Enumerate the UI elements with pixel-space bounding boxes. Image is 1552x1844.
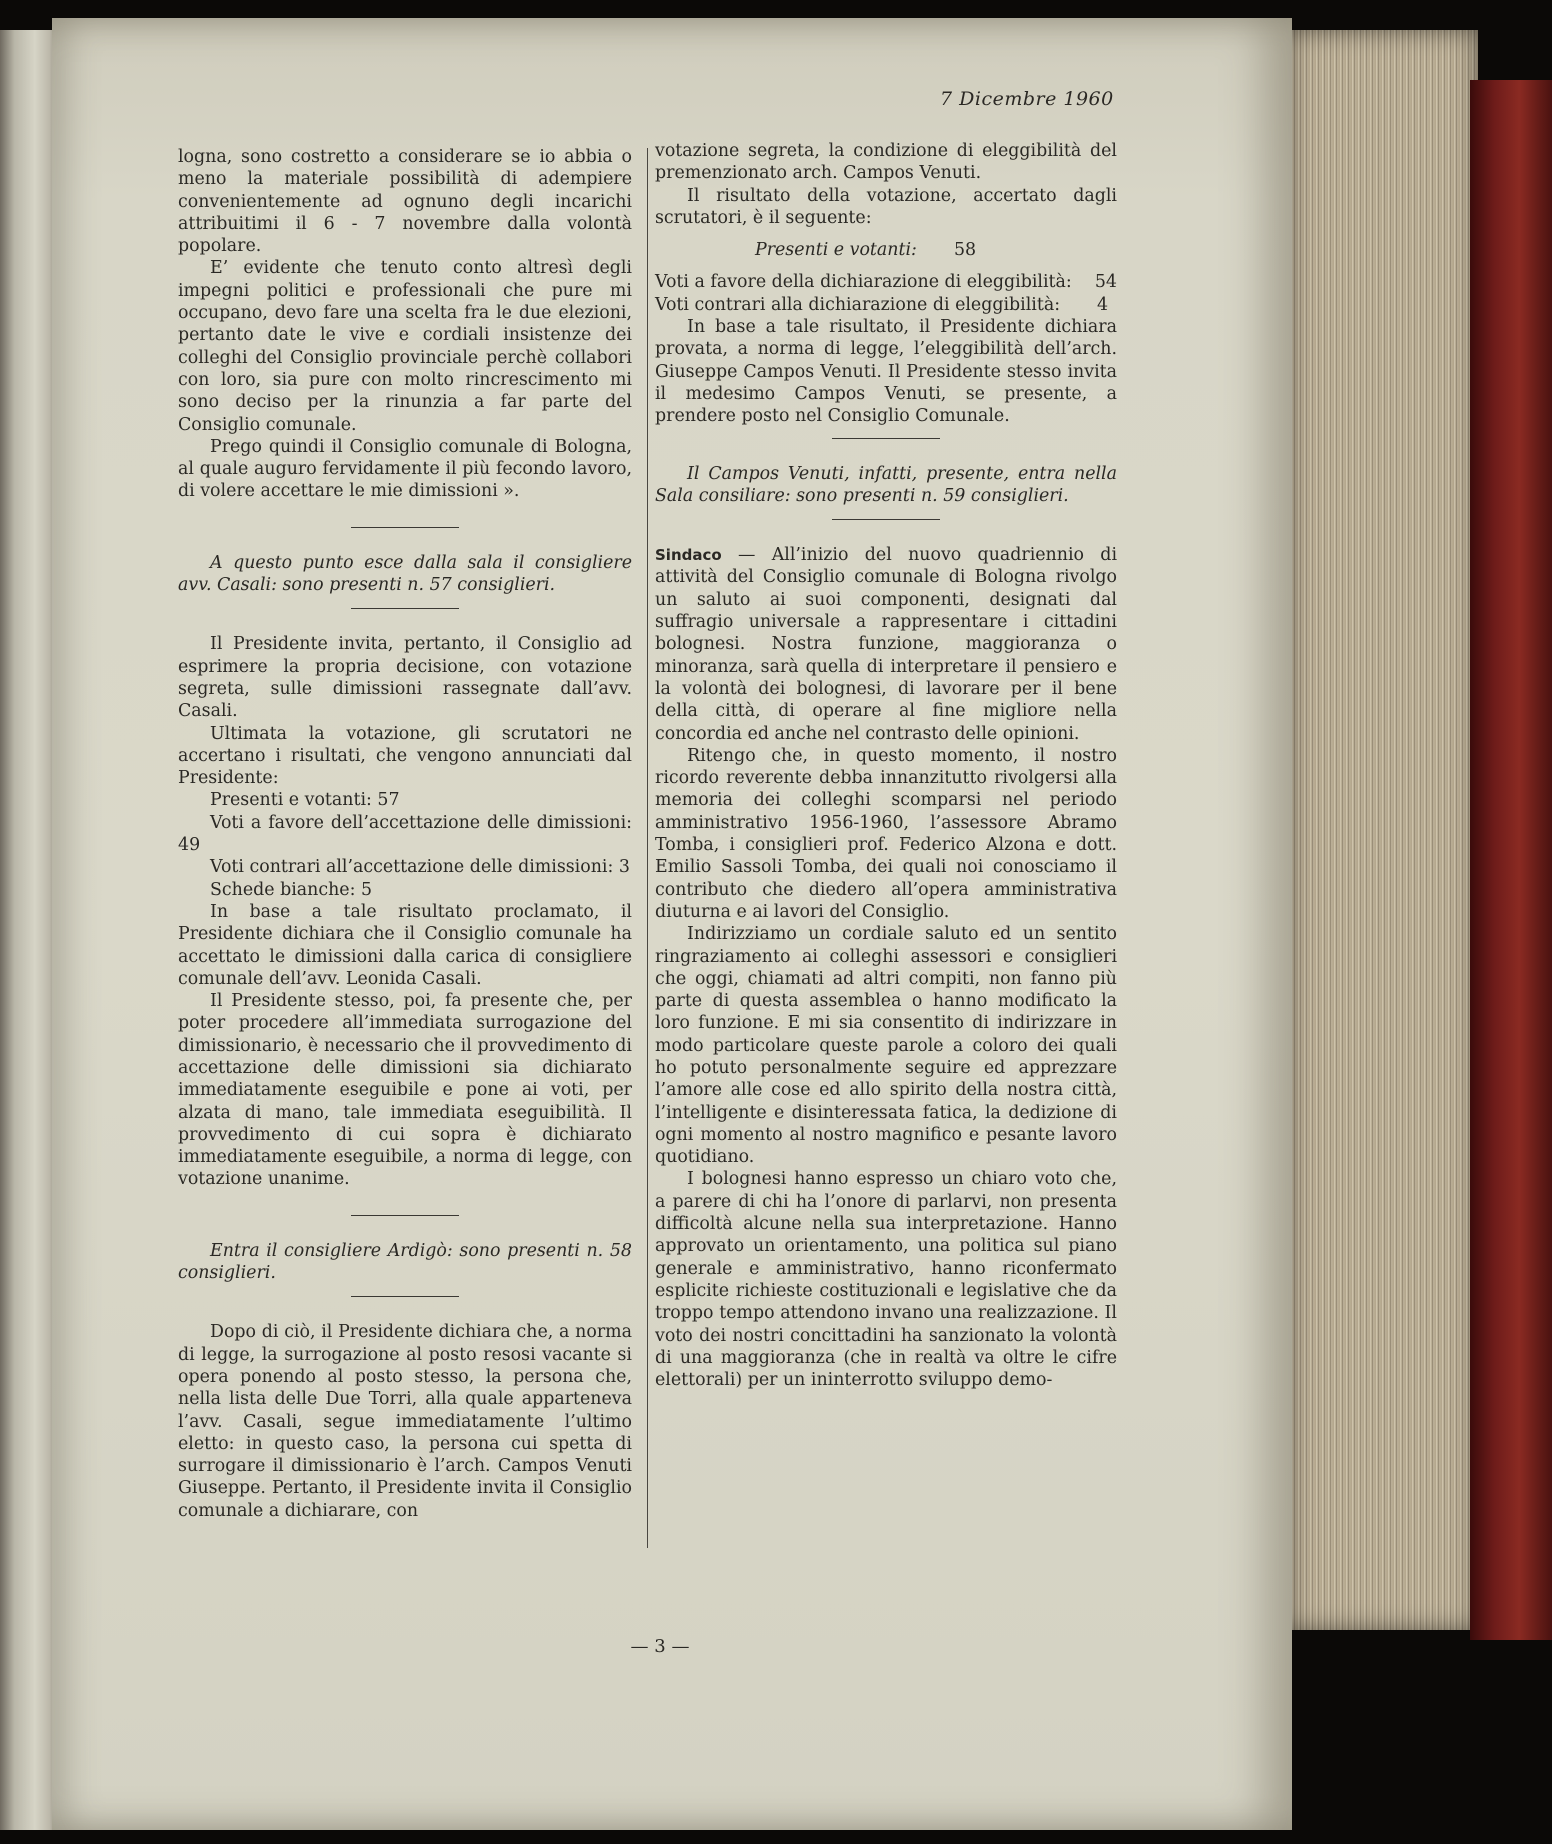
present-value: 58 [953, 240, 977, 261]
favor-value: 54 [1094, 272, 1117, 293]
vote-result-blank: Schede bianche: 5 [210, 879, 373, 900]
page-date-header: 7 Dicembre 1960 [940, 88, 1114, 110]
present-label: Presenti e votanti: [755, 240, 917, 261]
left-paragraph-6: In base a tale risultato proclamato, il Presidente dichiara che il Consiglio comunale ha accettato le dimissioni dalla carica di consigliere comunale dell’avv. Leonida Casali. [178, 901, 632, 989]
page-number: — 3 — [630, 1636, 690, 1657]
right-paragraph-6: Indirizziamo un cordiale saluto ed un sentito ringraziamento ai colleghi assessori e consiglieri che oggi, chiamati ad altri compiti, non fanno più parte di questa assemblea o hanno modificato la loro funzione. E mi sia consentito di indirizzare in modo particolare queste parole a coloro dei quali ho potuto personalmente seguire ed apprezzare l’amore alle cose ed allo spirito della nostra città, l’intelligente e disinteressata fatica, la dedizione di ogni momento al nostro magnifico e pesante lavoro quotidiano. [655, 924, 1117, 1168]
left-paragraph-1: logna, sono costretto a considerare se io abbia o meno la materiale possibilità di adempiere convenientemente ad ognuno degli incarichi attribuitimi il 6 - 7 novembre dalla volontà popolare. [178, 147, 632, 257]
favor-label: Voti a favore della dichiarazione di eleggibilità: [655, 272, 1072, 293]
column-divider [647, 148, 648, 1548]
favor-line [655, 271, 1117, 293]
left-paragraph-5: Ultimata la votazione, gli scrutatori ne accertano i risultati, che vengono annunciati dal Presidente: [178, 723, 632, 789]
left-note-2: Entra il consigliere Ardigò: sono presenti n. 58 consiglieri. [178, 1240, 632, 1284]
against-line: Voti contrari alla dichiarazione di eleggibilità: 4 [655, 294, 1117, 316]
speaker-name: Sindaco [655, 546, 722, 565]
left-column [178, 146, 632, 1522]
book-cover-spine [1470, 80, 1552, 1640]
right-paragraph-2: Il risultato della votazione, accertato dagli scrutatori, è il seguente: [655, 185, 1117, 228]
sindaco-speech-opening [655, 544, 1117, 745]
left-paragraph-3: Prego quindi il Consiglio comunale di Bologna, al quale auguro fervidamente il più fecondo lavoro, di volere accettare le mie dimissioni ». [178, 436, 632, 502]
right-column [655, 140, 1117, 1391]
left-note-1: A questo punto esce dalla sala il consigliere avv. Casali: sono presenti n. 57 consiglieri. [178, 552, 632, 596]
present-line [655, 239, 1117, 261]
right-paragraph-4: — All’inizio del nuovo quadriennio di attività del Consiglio comunale di Bologna rivolgo un saluto ai suoi componenti, designati dal suffragio universale a rappresentare i cittadini bolognesi. Nostra funzione, maggioranza o minoranza, sarà quella di interpretare il pensiero e la volontà dei bolognesi, di lavorare per il bene della città, di operare al fine migliore nella concordia ed anche nel contrasto delle opinioni. [655, 545, 1117, 744]
right-paragraph-7: I bolognesi hanno espresso un chiaro voto che, a parere di chi ha l’onore di parlarvi, non presenta difficoltà alcune nella sua interpretazione. Hanno approvato un orientamento, una politica sul piano generale e amministrativo, hanno riconfermato esplicite richieste costituzionali e legislative che da troppo tempo attendono invano una realizzazione. Il voto dei nostri concittadini ha sanzionato la volontà di una maggioranza (che in realtà va oltre le cifre elettorali) per un ininterrotto sviluppo demo- [655, 1169, 1117, 1391]
left-paragraph-7: Il Presidente stesso, poi, fa presente che, per poter procedere all’immediata surrogazione del dimissionario, è necessario che il provvedimento di accettazione delle dimissioni sia dichiarato immediatamente eseguibile e pone ai voti, per alzata di mano, tale immediata eseguibilità. Il provvedimento di cui sopra è dichiarato immediatamente eseguibile, a norma di legge, con votazione unanime. [178, 991, 632, 1190]
left-paragraph-4: Il Presidente invita, pertanto, il Consiglio ad esprimere la propria decisione, con votazione segreta, sulle dimissioni rassegnate dall’avv. Casali. [178, 634, 632, 722]
left-paragraph-8: Dopo di ciò, il Presidente dichiara che, a norma di legge, la surrogazione al posto resosi vacante si opera ponendo al posto stesso, la persona che, nella lista delle Due Torri, alla quale apparteneva l’avv. Casali, segue immediatamente l’ultimo eletto: in questo caso, la persona cui spetta di surrogare il dimissionario è l’arch. Campos Venuti Giuseppe. Pertanto, il Presidente invita il Consiglio comunale a dichiarare, con [178, 1322, 632, 1521]
right-paragraph-1: votazione segreta, la condizione di eleggibilità del premenzionato arch. Campos Venuti. [655, 141, 1117, 184]
right-note-1: Il Campos Venuti, infatti, presente, entra nella Sala consiliare: sono presenti n. 59 consiglieri. [655, 463, 1117, 506]
vote-result-favor: Voti a favore dell’accettazione delle dimissioni: 49 [178, 812, 632, 856]
left-paragraph-2: E’ evidente che tenuto conto altresì degli impegni politici e professionali che pure mi occupano, devo fare una scelta fra le due elezioni, pertanto date le vive e cordiali insistenze dei colleghi del Consiglio provinciale perchè collabori con loro, sia pure con molto rincrescimento mi sono deciso per la rinunzia a far parte del Consiglio comunale. [178, 258, 632, 435]
vote-result-against: Voti contrari all’accettazione delle dimissioni: 3 [210, 857, 630, 878]
against-label: Voti contrari alla dichiarazione di eleggibilità: [655, 294, 1061, 315]
right-paragraph-5: Ritengo che, in questo momento, il nostro ricordo reverente debba innanzitutto rivolgersi alla memoria dei colleghi scomparsi nel periodo amministrativo 1956-1960, l’assessore Abramo Tomba, i consiglieri prof. Federico Alzona e dott. Emilio Sassoli Tomba, dei quali noi conosciamo il contributo che diedero all’opera amministrativa diuturna e ai lavori del Consiglio. [655, 745, 1117, 922]
right-paragraph-3: In base a tale risultato, il Presidente dichiara provata, a norma di legge, l’eleggibilità dell’arch. Giuseppe Campos Venuti. Il Presidente stesso invita il medesimo Campos Venuti, se presente, a prendere posto nel Consiglio Comunale. [655, 317, 1117, 427]
book-left-page-edge [0, 30, 58, 1830]
vote-result-present: Presenti e votanti: 57 [210, 790, 400, 811]
book-page-stack [1288, 30, 1478, 1630]
